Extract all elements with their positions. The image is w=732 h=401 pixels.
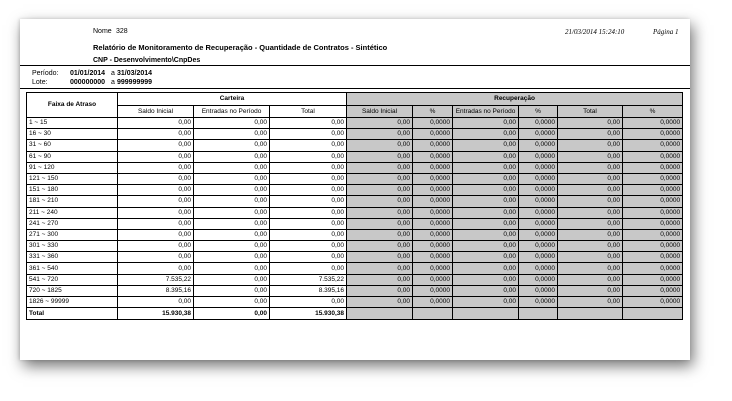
value-cell: 0,0000 bbox=[413, 218, 453, 229]
value-cell: 0,00 bbox=[453, 162, 519, 173]
faixa-cell: 61 ~ 90 bbox=[27, 151, 118, 162]
period-label: Período: bbox=[32, 70, 59, 77]
col-header: % bbox=[413, 106, 453, 118]
value-cell: 0,00 bbox=[118, 241, 194, 252]
faixa-cell: 121 ~ 150 bbox=[27, 173, 118, 184]
value-cell: 0,00 bbox=[270, 196, 347, 207]
value-cell: 0,0000 bbox=[519, 140, 558, 151]
value-cell: 0,00 bbox=[270, 229, 347, 240]
value-cell: 0,00 bbox=[453, 229, 519, 240]
col-header: % bbox=[623, 106, 683, 118]
value-cell: 0,00 bbox=[453, 173, 519, 184]
value-cell: 0,0000 bbox=[623, 185, 683, 196]
value-cell: 0,00 bbox=[453, 185, 519, 196]
col-header: Saldo Inicial bbox=[347, 106, 413, 118]
value-cell: 0,0000 bbox=[623, 207, 683, 218]
value-cell: 0,0000 bbox=[623, 274, 683, 285]
value-cell: 0,00 bbox=[194, 241, 270, 252]
value-cell: 0,0000 bbox=[623, 263, 683, 274]
value-cell: 0,0000 bbox=[413, 285, 453, 296]
value-cell bbox=[519, 308, 558, 320]
value-cell: 0,00 bbox=[347, 129, 413, 140]
value-cell: 0,0000 bbox=[623, 218, 683, 229]
table-row bbox=[27, 140, 683, 151]
value-cell: 0,0000 bbox=[519, 252, 558, 263]
value-cell: 0,0000 bbox=[623, 140, 683, 151]
value-cell: 0,00 bbox=[453, 207, 519, 218]
value-cell: 0,00 bbox=[347, 173, 413, 184]
value-cell: 0,00 bbox=[118, 252, 194, 263]
faixa-cell: 31 ~ 60 bbox=[27, 140, 118, 151]
lote-from: 000000000 bbox=[70, 79, 106, 86]
value-cell: 0,00 bbox=[558, 129, 623, 140]
total-row bbox=[27, 308, 683, 320]
report-page bbox=[20, 19, 690, 360]
value-cell: 0,00 bbox=[194, 297, 270, 308]
table-row bbox=[27, 229, 683, 240]
value-cell: 0,00 bbox=[347, 196, 413, 207]
table-row bbox=[27, 173, 683, 184]
faixa-cell: 301 ~ 330 bbox=[27, 241, 118, 252]
value-cell: 0,00 bbox=[453, 285, 519, 296]
value-cell: 0,00 bbox=[558, 285, 623, 296]
table-row bbox=[27, 207, 683, 218]
period-from: 01/01/2014 bbox=[70, 70, 106, 77]
value-cell: 0,00 bbox=[558, 252, 623, 263]
value-cell: 0,0000 bbox=[519, 173, 558, 184]
value-cell: 0,0000 bbox=[413, 173, 453, 184]
value-cell: 0,00 bbox=[558, 196, 623, 207]
value-cell: 0,00 bbox=[118, 185, 194, 196]
value-cell: 0,0000 bbox=[413, 252, 453, 263]
value-cell: 0,00 bbox=[453, 252, 519, 263]
value-cell: 0,0000 bbox=[623, 229, 683, 240]
value-cell: 0,00 bbox=[118, 196, 194, 207]
value-cell: 0,00 bbox=[194, 140, 270, 151]
value-cell: 0,0000 bbox=[413, 196, 453, 207]
value-cell: 0,0000 bbox=[623, 252, 683, 263]
faixa-cell: Total bbox=[27, 308, 118, 320]
faixa-cell: 91 ~ 120 bbox=[27, 162, 118, 173]
value-cell: 0,0000 bbox=[623, 173, 683, 184]
value-cell: 0,0000 bbox=[519, 241, 558, 252]
value-cell: 0,00 bbox=[194, 207, 270, 218]
value-cell: 0,00 bbox=[194, 196, 270, 207]
value-cell: 0,00 bbox=[453, 140, 519, 151]
value-cell: 8.395,16 bbox=[118, 285, 194, 296]
faixa-cell: 1 ~ 15 bbox=[27, 118, 118, 129]
value-cell: 0,00 bbox=[118, 207, 194, 218]
faixa-header: Faixa de Atraso bbox=[27, 93, 118, 118]
value-cell: 0,00 bbox=[194, 274, 270, 285]
value-cell: 0,0000 bbox=[623, 297, 683, 308]
col-header: Entradas no Período bbox=[453, 106, 519, 118]
value-cell: 0,0000 bbox=[623, 196, 683, 207]
faixa-cell: 541 ~ 720 bbox=[27, 274, 118, 285]
value-cell: 0,0000 bbox=[623, 129, 683, 140]
value-cell: 0,00 bbox=[270, 297, 347, 308]
value-cell: 0,0000 bbox=[623, 118, 683, 129]
faixa-cell: 241 ~ 270 bbox=[27, 218, 118, 229]
col-header: % bbox=[519, 106, 558, 118]
value-cell: 0,00 bbox=[347, 162, 413, 173]
value-cell: 0,0000 bbox=[519, 118, 558, 129]
value-cell: 0,00 bbox=[347, 297, 413, 308]
faixa-cell: 331 ~ 360 bbox=[27, 252, 118, 263]
value-cell: 0,00 bbox=[453, 151, 519, 162]
value-cell: 0,00 bbox=[347, 151, 413, 162]
period-to: 31/03/2014 bbox=[117, 70, 153, 77]
lote-sep: a bbox=[111, 79, 115, 86]
value-cell: 0,0000 bbox=[413, 118, 453, 129]
filter-divider bbox=[20, 88, 690, 89]
value-cell: 0,00 bbox=[194, 173, 270, 184]
value-cell: 0,00 bbox=[347, 140, 413, 151]
value-cell: 0,0000 bbox=[519, 185, 558, 196]
faixa-cell: 181 ~ 210 bbox=[27, 196, 118, 207]
value-cell: 0,00 bbox=[558, 118, 623, 129]
value-cell: 0,0000 bbox=[413, 263, 453, 274]
value-cell: 0,0000 bbox=[519, 218, 558, 229]
value-cell bbox=[623, 308, 683, 320]
value-cell: 0,00 bbox=[558, 263, 623, 274]
faixa-cell: 361 ~ 540 bbox=[27, 263, 118, 274]
value-cell: 0,0000 bbox=[413, 241, 453, 252]
value-cell: 0,0000 bbox=[623, 151, 683, 162]
value-cell: 0,00 bbox=[270, 151, 347, 162]
value-cell: 0,00 bbox=[558, 241, 623, 252]
value-cell: 0,00 bbox=[270, 252, 347, 263]
value-cell: 8.395,16 bbox=[270, 285, 347, 296]
value-cell: 0,00 bbox=[453, 196, 519, 207]
value-cell: 0,00 bbox=[194, 252, 270, 263]
value-cell: 0,00 bbox=[558, 207, 623, 218]
report-table bbox=[26, 92, 683, 320]
value-cell: 0,00 bbox=[118, 297, 194, 308]
value-cell bbox=[413, 308, 453, 320]
value-cell: 0,00 bbox=[453, 274, 519, 285]
value-cell: 0,00 bbox=[194, 118, 270, 129]
value-cell: 0,00 bbox=[194, 263, 270, 274]
value-cell: 0,00 bbox=[347, 274, 413, 285]
value-cell: 0,0000 bbox=[413, 162, 453, 173]
report-timestamp: 21/03/2014 15:24:10 bbox=[565, 28, 625, 36]
value-cell: 15.930,38 bbox=[270, 308, 347, 320]
value-cell bbox=[347, 308, 413, 320]
value-cell: 0,0000 bbox=[519, 274, 558, 285]
name-label: Nome bbox=[93, 28, 112, 35]
table-row bbox=[27, 297, 683, 308]
value-cell: 0,00 bbox=[453, 263, 519, 274]
value-cell: 0,0000 bbox=[519, 263, 558, 274]
value-cell: 0,00 bbox=[194, 151, 270, 162]
value-cell: 0,00 bbox=[347, 207, 413, 218]
table-row bbox=[27, 274, 683, 285]
col-header: Total bbox=[558, 106, 623, 118]
header-divider bbox=[20, 65, 690, 66]
value-cell: 0,00 bbox=[118, 173, 194, 184]
col-header: Total bbox=[270, 106, 347, 118]
value-cell: 0,00 bbox=[118, 118, 194, 129]
value-cell: 0,0000 bbox=[519, 229, 558, 240]
value-cell: 0,00 bbox=[270, 207, 347, 218]
name-value: 328 bbox=[116, 28, 128, 35]
value-cell: 0,00 bbox=[270, 118, 347, 129]
value-cell: 0,0000 bbox=[519, 162, 558, 173]
faixa-cell: 151 ~ 180 bbox=[27, 185, 118, 196]
value-cell: 0,00 bbox=[270, 185, 347, 196]
value-cell: 0,0000 bbox=[519, 196, 558, 207]
value-cell: 0,00 bbox=[118, 229, 194, 240]
value-cell: 0,0000 bbox=[519, 285, 558, 296]
value-cell: 0,00 bbox=[270, 241, 347, 252]
faixa-cell: 271 ~ 300 bbox=[27, 229, 118, 240]
value-cell: 0,0000 bbox=[519, 207, 558, 218]
value-cell: 0,00 bbox=[453, 218, 519, 229]
value-cell: 0,00 bbox=[558, 185, 623, 196]
value-cell: 0,00 bbox=[558, 297, 623, 308]
value-cell: 0,00 bbox=[118, 263, 194, 274]
faixa-cell: 1826 ~ 99999 bbox=[27, 297, 118, 308]
value-cell: 0,00 bbox=[118, 162, 194, 173]
table-row bbox=[27, 162, 683, 173]
value-cell: 0,0000 bbox=[413, 229, 453, 240]
value-cell: 15.930,38 bbox=[118, 308, 194, 320]
value-cell: 0,00 bbox=[118, 151, 194, 162]
value-cell: 0,00 bbox=[347, 229, 413, 240]
value-cell: 0,0000 bbox=[623, 162, 683, 173]
value-cell: 7.535,22 bbox=[270, 274, 347, 285]
value-cell: 0,00 bbox=[270, 129, 347, 140]
value-cell: 0,00 bbox=[453, 297, 519, 308]
value-cell: 0,00 bbox=[453, 241, 519, 252]
value-cell: 0,0000 bbox=[413, 140, 453, 151]
table-row bbox=[27, 129, 683, 140]
lote-to: 999999999 bbox=[117, 79, 153, 86]
value-cell: 0,00 bbox=[558, 173, 623, 184]
value-cell: 0,00 bbox=[453, 118, 519, 129]
value-cell: 0,0000 bbox=[413, 297, 453, 308]
value-cell: 0,00 bbox=[347, 218, 413, 229]
table-row bbox=[27, 151, 683, 162]
value-cell: 0,00 bbox=[270, 218, 347, 229]
value-cell: 0,00 bbox=[347, 252, 413, 263]
value-cell: 0,00 bbox=[347, 263, 413, 274]
value-cell: 0,00 bbox=[270, 173, 347, 184]
lote-label: Lote: bbox=[32, 79, 48, 86]
value-cell: 0,00 bbox=[194, 129, 270, 140]
value-cell: 0,00 bbox=[347, 118, 413, 129]
table-row bbox=[27, 196, 683, 207]
table-row bbox=[27, 263, 683, 274]
value-cell: 0,00 bbox=[558, 274, 623, 285]
value-cell: 0,00 bbox=[270, 140, 347, 151]
value-cell: 0,0000 bbox=[519, 151, 558, 162]
value-cell: 0,00 bbox=[270, 263, 347, 274]
table-row bbox=[27, 241, 683, 252]
value-cell: 0,00 bbox=[347, 241, 413, 252]
value-cell: 0,0000 bbox=[413, 207, 453, 218]
faixa-cell: 720 ~ 1825 bbox=[27, 285, 118, 296]
value-cell: 0,00 bbox=[558, 140, 623, 151]
period-sep: a bbox=[111, 70, 115, 77]
report-subtitle: CNP - Desenvolvimento\CnpDes bbox=[93, 57, 201, 64]
value-cell: 0,0000 bbox=[623, 241, 683, 252]
value-cell: 0,00 bbox=[118, 218, 194, 229]
value-cell: 0,0000 bbox=[519, 297, 558, 308]
value-cell: 0,0000 bbox=[413, 129, 453, 140]
table-row bbox=[27, 285, 683, 296]
value-cell: 0,00 bbox=[194, 162, 270, 173]
report-title: Relatório de Monitoramento de Recuperação - Quantidade de Contratos - Sintético bbox=[93, 43, 388, 52]
value-cell: 0,00 bbox=[194, 185, 270, 196]
value-cell: 0,00 bbox=[453, 129, 519, 140]
table-row bbox=[27, 218, 683, 229]
value-cell: 7.535,22 bbox=[118, 274, 194, 285]
value-cell: 0,0000 bbox=[623, 285, 683, 296]
value-cell: 0,00 bbox=[347, 285, 413, 296]
value-cell: 0,00 bbox=[558, 229, 623, 240]
table-row bbox=[27, 185, 683, 196]
page-number: Página 1 bbox=[653, 28, 679, 36]
faixa-cell: 211 ~ 240 bbox=[27, 207, 118, 218]
value-cell: 0,00 bbox=[194, 229, 270, 240]
col-header: Saldo Inicial bbox=[118, 106, 194, 118]
carteira-group-header: Carteira bbox=[118, 93, 347, 106]
recuperacao-group-header: Recuperação bbox=[347, 93, 683, 106]
value-cell: 0,00 bbox=[194, 285, 270, 296]
value-cell bbox=[453, 308, 519, 320]
value-cell: 0,00 bbox=[558, 162, 623, 173]
faixa-cell: 16 ~ 30 bbox=[27, 129, 118, 140]
value-cell: 0,00 bbox=[558, 151, 623, 162]
value-cell: 0,00 bbox=[194, 218, 270, 229]
value-cell: 0,00 bbox=[194, 308, 270, 320]
value-cell: 0,0000 bbox=[519, 129, 558, 140]
value-cell: 0,0000 bbox=[413, 185, 453, 196]
value-cell: 0,00 bbox=[558, 218, 623, 229]
col-header: Entradas no Período bbox=[194, 106, 270, 118]
value-cell bbox=[558, 308, 623, 320]
table-row bbox=[27, 252, 683, 263]
table-row bbox=[27, 118, 683, 129]
value-cell: 0,00 bbox=[347, 185, 413, 196]
value-cell: 0,00 bbox=[270, 162, 347, 173]
value-cell: 0,00 bbox=[118, 129, 194, 140]
value-cell: 0,0000 bbox=[413, 151, 453, 162]
value-cell: 0,0000 bbox=[413, 274, 453, 285]
value-cell: 0,00 bbox=[118, 140, 194, 151]
